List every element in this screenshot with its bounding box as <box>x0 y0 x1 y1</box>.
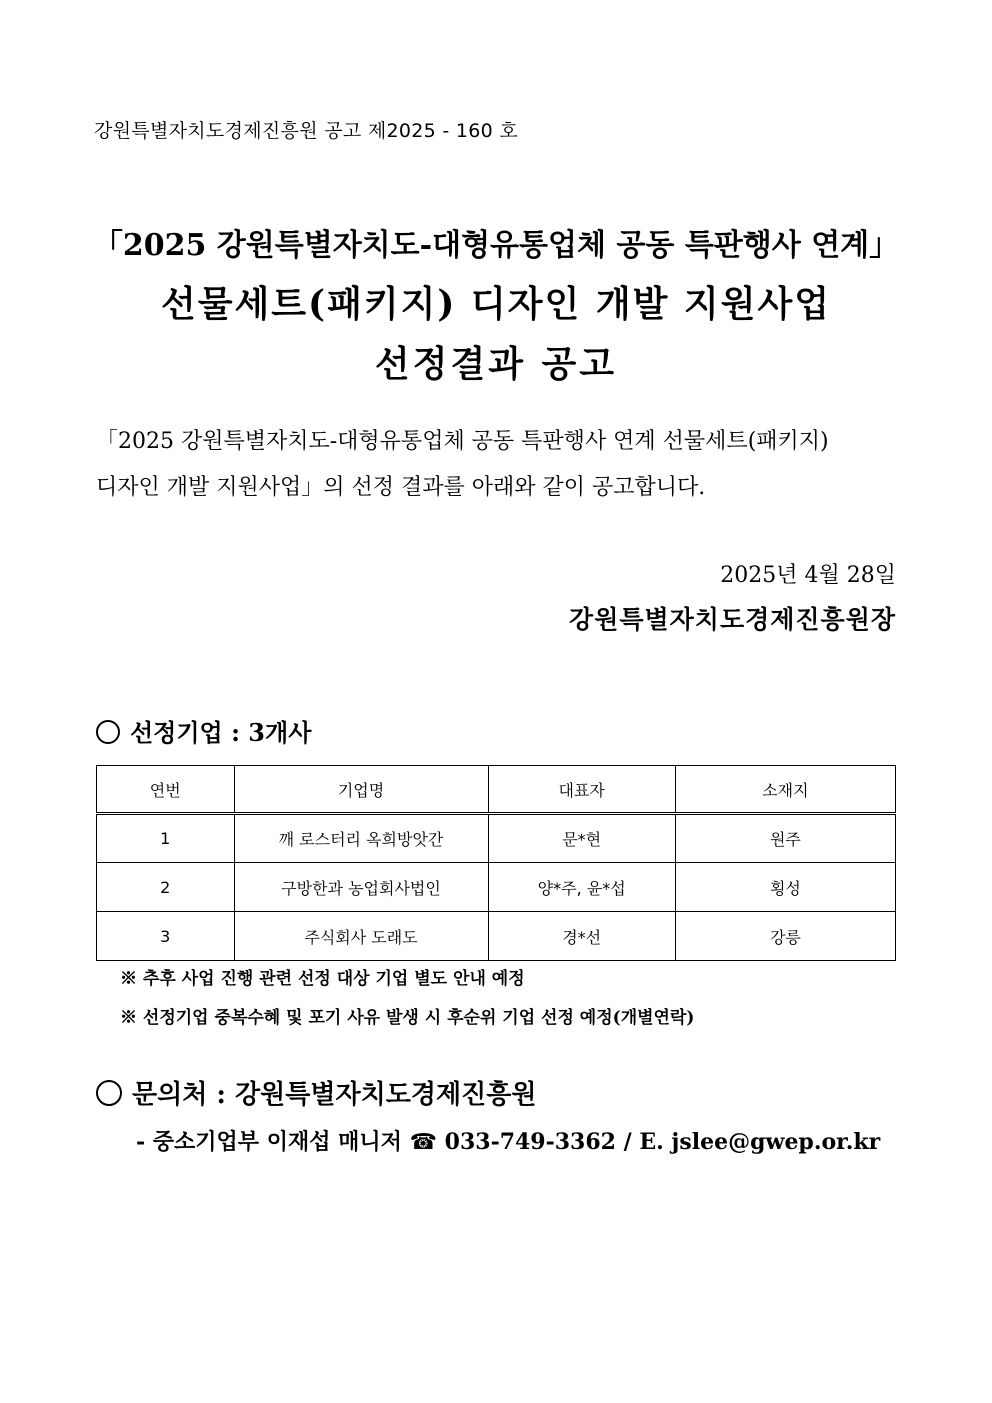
column-header-company: 기업명 <box>234 766 488 814</box>
contact-phone-email: 033-749-3362 / E. jslee@gwep.or.kr <box>444 1129 881 1155</box>
cell-number: 2 <box>97 863 235 912</box>
note-followup: ※ 추후 사업 진행 관련 선정 대상 기업 별도 안내 예정 <box>120 969 525 989</box>
circle-bullet-icon <box>96 1080 122 1106</box>
cell-number: 1 <box>97 814 235 863</box>
intro-line-2: 디자인 개발 지원사업」의 선정 결과를 아래와 같이 공고합니다. <box>96 475 706 500</box>
cell-representative: 양*주, 윤*섭 <box>488 863 675 912</box>
title-line-3: 선정결과 공고 <box>374 343 618 385</box>
title-line-2: 선물세트(패키지) 디자인 개발 지원사업 <box>160 283 832 325</box>
cell-location: 횡성 <box>675 863 895 912</box>
notice-number: 강원특별자치도경제진흥원 공고 제2025 - 160 호 <box>94 120 519 142</box>
cell-company: 주식회사 도래도 <box>234 912 488 961</box>
column-header-number: 연번 <box>97 766 235 814</box>
cell-representative: 경*선 <box>488 912 675 961</box>
note-replacement: ※ 선정기업 중복수혜 및 포기 사유 발생 시 후순위 기업 선정 예정(개별연락) <box>120 1008 695 1028</box>
table-row <box>97 863 896 912</box>
phone-icon: ☎ <box>409 1130 437 1155</box>
contact-detail <box>136 1125 880 1156</box>
table-row <box>97 814 896 863</box>
cell-company: 깨 로스터리 옥희방앗간 <box>234 814 488 863</box>
cell-number: 3 <box>97 912 235 961</box>
announcement-date: 2025년 4월 28일 <box>720 563 896 588</box>
cell-location: 강릉 <box>675 912 895 961</box>
intro-line-1: 「2025 강원특별자치도-대형유통업체 공동 특판행사 연계 선물세트(패키지) <box>96 429 829 454</box>
contact-heading-text: 문의처 : 강원특별자치도경제진흥원 <box>132 1080 537 1110</box>
column-header-representative: 대표자 <box>488 766 675 814</box>
table-header-row <box>97 766 896 814</box>
contact-heading <box>96 1074 536 1111</box>
column-header-location: 소재지 <box>675 766 895 814</box>
selected-companies-table <box>96 765 896 961</box>
cell-representative: 문*현 <box>488 814 675 863</box>
cell-company: 구방한과 농업회사법인 <box>234 863 488 912</box>
issuer-name: 강원특별자치도경제진흥원장 <box>569 605 896 634</box>
selected-heading-text: 선정기업 : 3개사 <box>130 718 312 747</box>
circle-bullet-icon <box>96 720 120 744</box>
table-row <box>97 912 896 961</box>
cell-location: 원주 <box>675 814 895 863</box>
selected-companies-heading <box>96 713 311 748</box>
contact-person: - 중소기업부 이재섭 매니저 <box>136 1129 402 1155</box>
title-line-1: 「2025 강원특별자치도-대형유통업체 공동 특판행사 연계」 <box>92 228 900 263</box>
